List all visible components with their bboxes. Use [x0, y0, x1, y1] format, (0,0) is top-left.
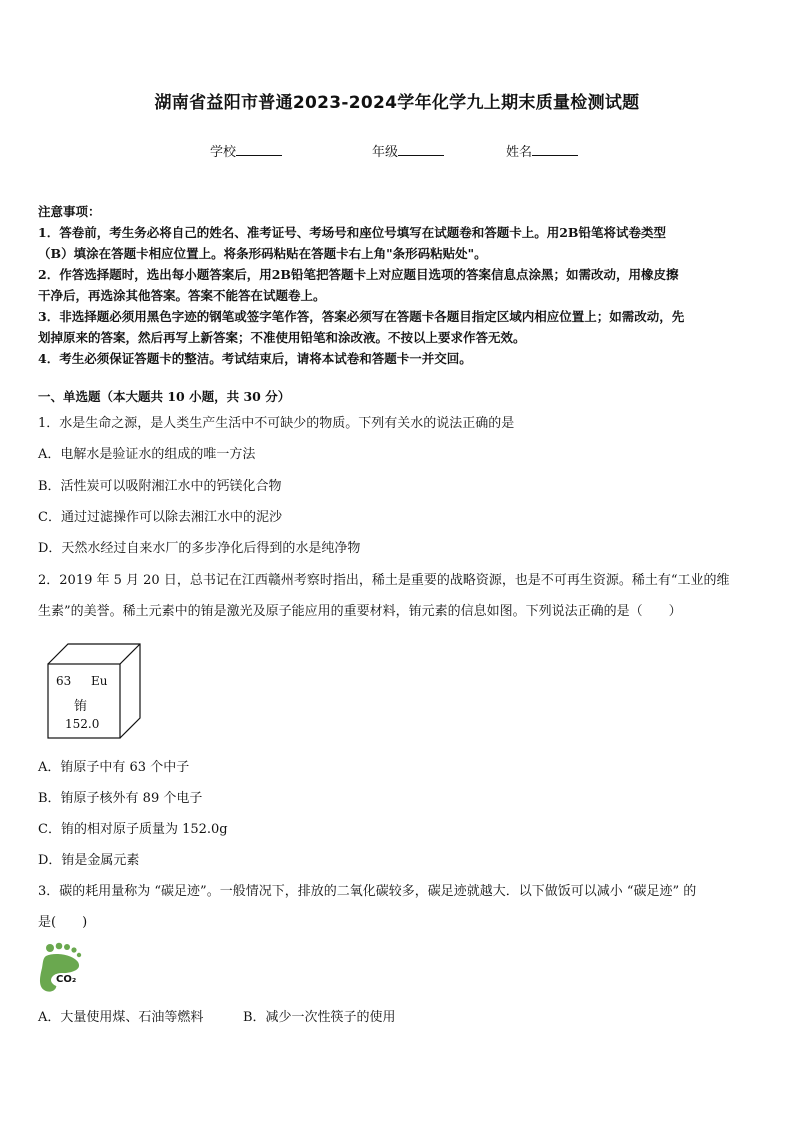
q1-option-d: D．天然水经过自来水厂的多步净化后得到的水是纯净物 — [38, 541, 361, 556]
element-name: 铕 — [74, 699, 88, 714]
school-blank — [236, 142, 282, 156]
grade-label: 年级 — [372, 145, 399, 160]
name-label: 姓名 — [506, 145, 533, 160]
q2-option-a: A．铕原子中有 63 个中子 — [38, 760, 190, 775]
notes-heading: 注意事项： — [38, 204, 101, 219]
q2-stem-line1: 2．2019 年 5 月 20 日，总书记在江西赣州考察时指出，稀土是重要的战略资源，也是不可再生资源。稀土有“工业的维 — [38, 573, 730, 588]
notes-line: 1．答卷前，考生务必将自己的姓名、准考证号、考场号和座位号填写在试题卷和答题卡上。用2B铅笔将试卷类型 — [38, 225, 666, 240]
notes-line: （B）填涂在答题卡相应位置上。将条形码粘贴在答题卡右上角"条形码粘贴处"。 — [38, 246, 487, 261]
q1-option-b: B．活性炭可以吸附湘江水中的钙镁化合物 — [38, 479, 282, 494]
co2-label: CO₂ — [56, 974, 77, 985]
q1-option-c: C．通过过滤操作可以除去湘江水中的泥沙 — [38, 510, 282, 525]
atomic-mass: 152.0 — [65, 717, 100, 731]
q2-stem-line2: 生素”的美誉。稀土元素中的铕是激光及原子能应用的重要材料，铕元素的信息如图。下列说法正确的是（ ） — [38, 604, 682, 619]
exam-title: 湖南省益阳市普通2023-2024学年化学九上期末质量检测试题 — [154, 93, 640, 113]
q2-option-b: B．铕原子核外有 89 个电子 — [38, 791, 203, 806]
q3-stem-line2: 是( ) — [38, 915, 88, 930]
q3-option-b: B．减少一次性筷子的使用 — [243, 1010, 396, 1025]
section-heading: 一、单选题（本大题共 10 小题，共 30 分） — [38, 389, 291, 404]
name-blank — [532, 142, 578, 156]
notes-block — [38, 201, 758, 369]
q1-option-a: A．电解水是验证水的组成的唯一方法 — [38, 447, 256, 462]
notes-line: 4．考生必须保证答题卡的整洁。考试结束后，请将本试卷和答题卡一并交回。 — [38, 351, 472, 366]
grade-blank — [398, 142, 444, 156]
carbon-footprint-icon — [38, 942, 88, 994]
footprint-icon — [38, 942, 88, 994]
notes-line: 3．非选择题必须用黑色字迹的钢笔或签字笔作答，答案必须写在答题卡各题目指定区域内相应位置上；如需改动，先 — [38, 309, 685, 324]
element-card — [46, 642, 142, 740]
q3-stem-line1: 3．碳的耗用量称为 “碳足迹”。一般情况下，排放的二氧化碳较多，碳足迹就越大．以下做饭可以减小 “碳足迹” 的 — [38, 884, 697, 899]
school-field — [210, 141, 282, 160]
q2-option-c: C．铕的相对原子质量为 152.0g — [38, 822, 228, 837]
element-symbol: Eu — [91, 674, 108, 688]
grade-field — [372, 141, 444, 160]
q3-option-a: A．大量使用煤、石油等燃料 — [38, 1010, 204, 1025]
q1-stem: 1．水是生命之源，是人类生产生活中不可缺少的物质。下列有关水的说法正确的是 — [38, 416, 515, 431]
notes-line: 划掉原来的答案，然后再写上新答案；不准使用铅笔和涂改液。不按以上要求作答无效。 — [38, 330, 526, 345]
notes-line: 干净后，再选涂其他答案。答案不能答在试题卷上。 — [38, 288, 326, 303]
name-field — [506, 141, 578, 160]
school-label: 学校 — [210, 145, 237, 160]
notes-line: 2．作答选择题时，选出每小题答案后，用2B铅笔把答题卡上对应题目选项的答案信息点涂黑；如需改动，用橡皮擦 — [38, 267, 679, 282]
q2-option-d: D．铕是金属元素 — [38, 853, 140, 868]
atomic-number: 63 — [56, 674, 72, 688]
